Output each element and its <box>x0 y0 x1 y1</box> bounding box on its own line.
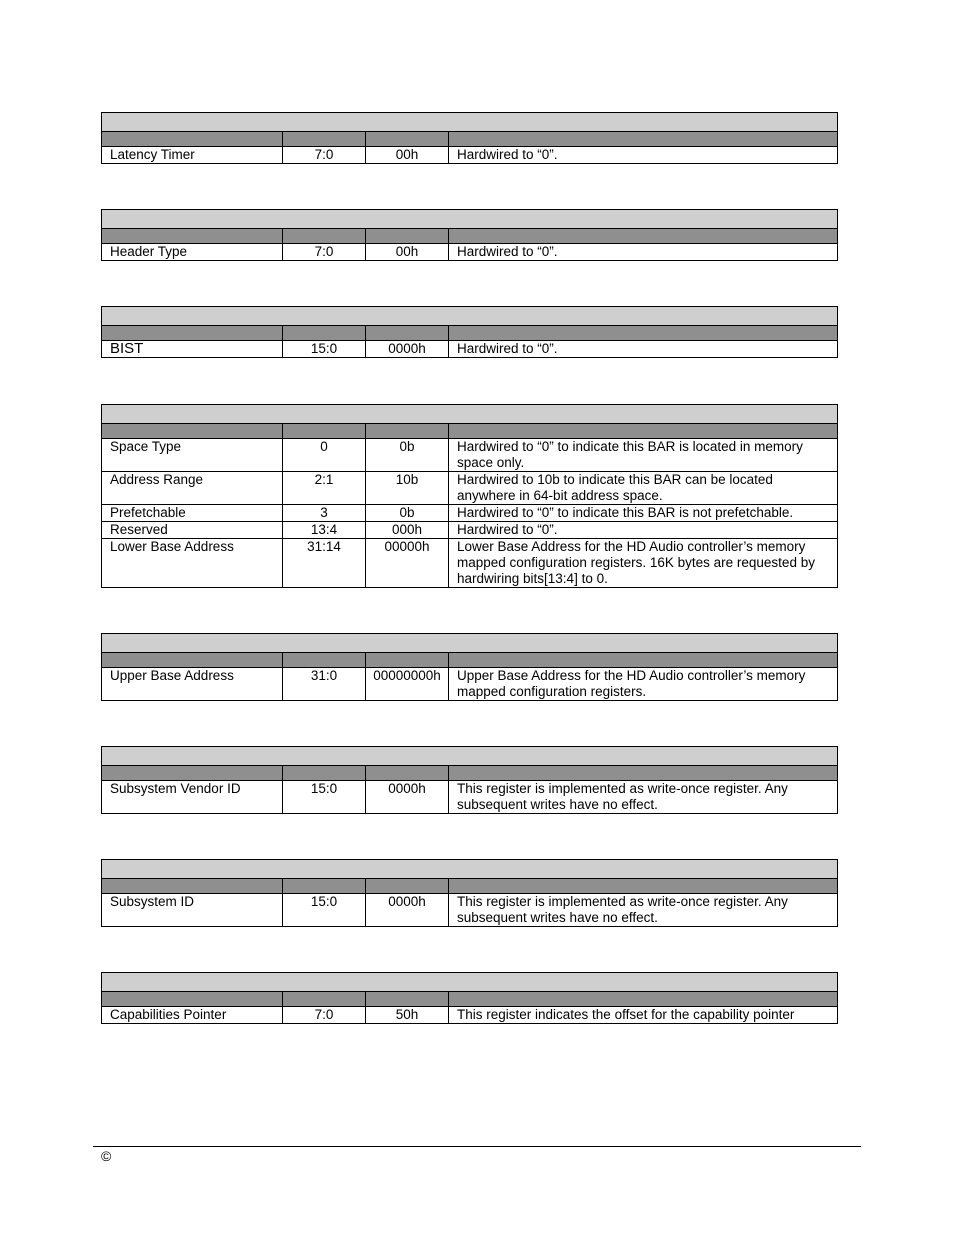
table-header-row <box>102 132 838 147</box>
field-bits: 13:4 <box>283 522 366 539</box>
field-bits: 0 <box>283 439 366 472</box>
field-name: Capabilities Pointer <box>102 1007 283 1024</box>
field-default: 0b <box>366 439 449 472</box>
field-name: Subsystem Vendor ID <box>102 781 283 814</box>
field-default: 00h <box>366 244 449 261</box>
field-default: 10b <box>366 472 449 505</box>
field-name: Prefetchable <box>102 505 283 522</box>
table-row <box>102 539 838 588</box>
field-name: Address Range <box>102 472 283 505</box>
bist-register-table <box>101 306 838 358</box>
table-row <box>102 244 838 261</box>
table-title-bar <box>102 405 838 424</box>
field-description: Upper Base Address for the HD Audio controller’s memory mapped configuration registers. <box>449 668 838 701</box>
table-row <box>102 894 838 927</box>
table-row <box>102 472 838 505</box>
field-default: 00h <box>366 147 449 164</box>
field-description: Lower Base Address for the HD Audio controller’s memory mapped configuration registers. 16K bytes are requested by hardwiring bits[13:4] to 0. <box>449 539 838 588</box>
footer-divider <box>93 1146 861 1147</box>
field-description: Hardwired to “0”. <box>449 147 838 164</box>
table-title-bar <box>102 307 838 326</box>
field-default: 00000000h <box>366 668 449 701</box>
field-name: Lower Base Address <box>102 539 283 588</box>
latency-timer-register-table <box>101 112 838 164</box>
table-header-row <box>102 326 838 341</box>
field-bits: 15:0 <box>283 341 366 358</box>
field-bits: 3 <box>283 505 366 522</box>
field-bits: 15:0 <box>283 781 366 814</box>
table-row <box>102 522 838 539</box>
table-row <box>102 668 838 701</box>
table-header-row <box>102 992 838 1007</box>
upper-base-address-register-table <box>101 633 838 701</box>
field-description: Hardwired to “0”. <box>449 522 838 539</box>
field-name: Subsystem ID <box>102 894 283 927</box>
table-row <box>102 439 838 472</box>
table-header-row <box>102 879 838 894</box>
field-description: Hardwired to “0” to indicate this BAR is not prefetchable. <box>449 505 838 522</box>
field-description: This register indicates the offset for the capability pointer <box>449 1007 838 1024</box>
copyright-symbol: © <box>101 1148 112 1164</box>
field-name: Reserved <box>102 522 283 539</box>
field-name: Header Type <box>102 244 283 261</box>
field-name: Upper Base Address <box>102 668 283 701</box>
subsystem-id-register-table <box>101 859 838 927</box>
field-bits: 31:0 <box>283 668 366 701</box>
field-default: 00000h <box>366 539 449 588</box>
table-title-bar <box>102 747 838 766</box>
field-bits: 15:0 <box>283 894 366 927</box>
table-header-row <box>102 229 838 244</box>
subsystem-vendor-id-register-table <box>101 746 838 814</box>
field-default: 50h <box>366 1007 449 1024</box>
field-description: Hardwired to 10b to indicate this BAR can be located anywhere in 64-bit address space. <box>449 472 838 505</box>
table-title-bar <box>102 973 838 992</box>
table-row <box>102 147 838 164</box>
field-default: 000h <box>366 522 449 539</box>
field-name: Space Type <box>102 439 283 472</box>
header-type-register-table <box>101 209 838 261</box>
field-name: Latency Timer <box>102 147 283 164</box>
field-description: This register is implemented as write-once register. Any subsequent writes have no effect. <box>449 781 838 814</box>
field-bits: 31:14 <box>283 539 366 588</box>
table-header-row <box>102 653 838 668</box>
field-description: Hardwired to “0” to indicate this BAR is located in memory space only. <box>449 439 838 472</box>
table-title-bar <box>102 860 838 879</box>
capabilities-pointer-register-table <box>101 972 838 1024</box>
field-default: 0b <box>366 505 449 522</box>
table-header-row <box>102 766 838 781</box>
table-row <box>102 781 838 814</box>
field-bits: 2:1 <box>283 472 366 505</box>
field-default: 0000h <box>366 341 449 358</box>
field-description: Hardwired to “0”. <box>449 341 838 358</box>
table-header-row <box>102 424 838 439</box>
field-bits: 7:0 <box>283 1007 366 1024</box>
field-name: BIST <box>102 341 283 358</box>
lower-base-address-register-table <box>101 404 838 588</box>
field-bits: 7:0 <box>283 244 366 261</box>
field-description: This register is implemented as write-once register. Any subsequent writes have no effect. <box>449 894 838 927</box>
table-title-bar <box>102 210 838 229</box>
table-row <box>102 1007 838 1024</box>
table-title-bar <box>102 113 838 132</box>
table-row <box>102 505 838 522</box>
field-default: 0000h <box>366 781 449 814</box>
table-row <box>102 341 838 358</box>
field-description: Hardwired to “0”. <box>449 244 838 261</box>
table-title-bar <box>102 634 838 653</box>
field-bits: 7:0 <box>283 147 366 164</box>
field-default: 0000h <box>366 894 449 927</box>
